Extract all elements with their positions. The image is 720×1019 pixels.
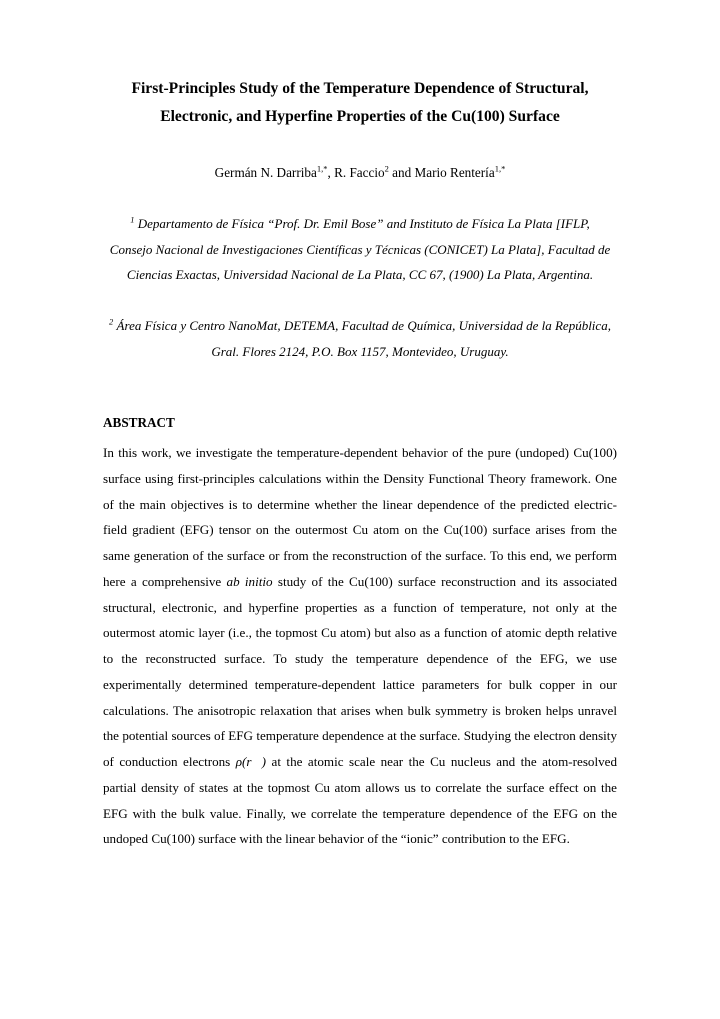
author-list: [95, 164, 625, 182]
author-name: Mario Rentería: [414, 165, 495, 180]
author-name: Germán N. Darriba: [214, 165, 317, 180]
author-name: R. Faccio: [334, 165, 385, 180]
affiliation-1: [108, 211, 612, 288]
affiliation-text: Área Física y Centro NanoMat, DETEMA, Facultad de Química, Universidad de la República, Gral. Flores 2124, P.O. Box 1157, Montevideo, Uruguay.: [116, 318, 611, 359]
abstract-italic-term: ab initio: [226, 573, 273, 589]
abstract-body: [103, 440, 617, 852]
affiliation-text: Departamento de Física “Prof. Dr. Emil Bose” and Instituto de Física La Plata [IFLP, Consejo Nacional de Investigaciones Científicas y Técnicas (CONICET) La Plata], Facultad de Ciencias Exactas, Universidad Nacional de La Plata, CC 67, (1900) La Plata, Argentina.: [109, 216, 611, 282]
author-separator: ,: [327, 165, 335, 180]
author-affiliation-mark: 1,*: [316, 163, 328, 174]
affiliation-mark: 2: [109, 316, 114, 327]
abstract-text: study of the Cu(100) surface reconstruction and its associated structural, electronic, and hyperfine properties as a function of temperature, not only at the outermost atomic layer (i.e., the topmost Cu atom) but also as a function of atomic depth relative to the reconstructed surface. To study the temperature dependence of the EFG, we use experimentally determined temperature-dependent lattice parameters for bulk copper in our calculations. The anisotropic relaxation that arises when bulk symmetry is broken helps unravel the potential sources of EFG temperature dependence at the surface. Studying the electron density of conduction electrons: [103, 573, 617, 769]
author-affiliation-mark: 1,*: [494, 163, 506, 174]
affiliation-2: [108, 313, 612, 364]
abstract-text: In this work, we investigate the temperature-dependent behavior of the pure (undoped) Cu(100) surface using first-principles calculations within the Density Functional Theory framework. One of the main objectives is to determine whether the linear dependence of the predicted electric-field gradient (EFG) tensor on the outermost Cu atom on the Cu(100) surface arises from the same generation of the surface or from the reconstruction of the surface. To this end, we perform here a comprehensive: [103, 445, 617, 589]
abstract-text: at the atomic scale near the Cu nucleus and the atom-resolved partial density of states at the topmost Cu atom allows us to correlate the surface effect on the EFG with the bulk value. Finally, we correlate the temperature dependence of the EFG on the undoped Cu(100) surface with the linear behavior of the “ionic” contribution to the EFG.: [103, 754, 618, 847]
abstract-math-rho: ρ(r⃗): [235, 754, 267, 769]
affiliation-mark: 1: [130, 214, 135, 225]
paper-title: First-Principles Study of the Temperature Dependence of Structural, Electronic, and Hyperfine Properties of the Cu(100) Surface: [131, 80, 589, 125]
abstract-heading: ABSTRACT: [103, 415, 175, 430]
author-separator: and: [388, 165, 415, 180]
author-affiliation-mark: 2: [384, 163, 389, 174]
